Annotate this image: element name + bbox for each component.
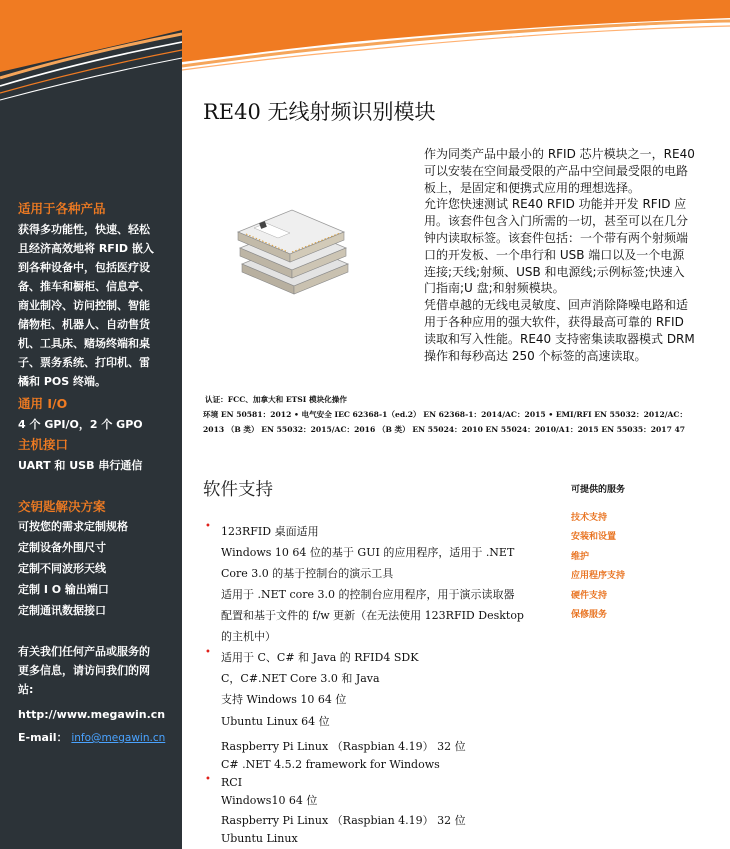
service-item-installation[interactable]: 安装和设置 <box>571 532 617 543</box>
service-item-hardware-support[interactable]: 硬件支持 <box>571 590 608 601</box>
website-text: http://www.megawin.cn <box>18 708 166 721</box>
service-item-warranty[interactable]: 保修服务 <box>571 610 608 621</box>
sidebar-io-text: 4 个 GPI/O，2 个 GPO <box>18 418 143 431</box>
certification-block <box>203 392 708 437</box>
sidebar <box>0 0 182 849</box>
orange-wave-decoration <box>182 0 730 72</box>
service-item-tech-support[interactable]: 技术支持 <box>571 513 608 523</box>
service-item-maintenance[interactable]: 维护 <box>571 551 590 562</box>
software-list <box>205 521 555 848</box>
sidebar-turnkey-list <box>18 516 164 621</box>
services-panel <box>571 483 721 625</box>
sidebar-heading: 主机接口 <box>18 437 69 452</box>
sidebar-products-text: 获得多功能性，快速、轻松 且经济高效地将 RFID 嵌入 到各种设备中，包括医疗设 备、推车和橱柜、信息亭、 商业制冷、访问控制、智能 储物柜、机器人、自动售货 机、工具床、赌场终端和桌 子、票务系统、打印机、雷 橘和 POS 终端。 <box>18 223 154 388</box>
header-banner <box>182 0 730 72</box>
email-label: E-mail： <box>18 731 68 744</box>
service-item-app-support[interactable]: 应用程序支持 <box>571 571 626 582</box>
certification-line: 2013 （B 类） EN 55032：2015/AC：2016 （B 类） EN 55024：2010 EN 55024：2010/A1：2015 EN 55035：2017 47 <box>203 425 686 434</box>
certification-line: 环境 EN 50581：2012 • 电气安全 IEC 62368-1（ed.2） EN 62368-1：2014/AC：2015 • EMI/RFI EN 55032：2012/AC： <box>203 410 688 419</box>
page-title: RE40 无线射频识别模块 <box>203 100 436 124</box>
orange-swoosh-decoration <box>0 0 182 110</box>
sidebar-section-products <box>18 200 164 391</box>
email-link[interactable]: info@megawin.cn <box>71 732 166 744</box>
rfid-module-image <box>232 198 352 308</box>
list-item: 定制 I O 输出端口 <box>18 583 109 596</box>
sidebar-section-turnkey <box>18 498 164 621</box>
bullet-icon: • <box>205 647 211 658</box>
email-row <box>18 728 164 748</box>
list-item: 可按您的需求定制规格 <box>18 520 128 533</box>
sidebar-section-io <box>18 395 164 434</box>
list-item: 定制不同波形天线 <box>18 562 106 575</box>
certification-heading: 认证：FCC、加拿大和 ETSI 模块化操作 <box>205 395 347 404</box>
bullet-icon: • <box>205 774 211 785</box>
list-item: 定制通讯数据接口 <box>18 604 106 617</box>
sidebar-contact-text: 有关我们任何产品或服务的 更多信息，请访问我们的网 站: <box>18 645 150 696</box>
sidebar-heading: 通用 I/O <box>18 396 68 411</box>
bullet-icon: • <box>205 521 211 532</box>
list-item: • 适用于 C、C# 和 Java 的 RFID4 SDK C，C#.NET Core 3.0 和 Java 支持 Windows 10 64 位 Ubuntu Linux 64 位 Raspberry Pi Linux （Raspbian 4.19） 32 位 C# .NET 4.5.2 framework for Windows <box>205 647 466 771</box>
intro-paragraph: 作为同类产品中最小的 RFID 芯片模块之一，RE40 可以安装在空间最受限的产品中空间最受限的电路 板上，是固定和便携式应用的理想选择。 允许您快速测试 RE40 RFID 功能并开发 RFID 应 用。该套件包含入门所需的一切，甚至可以在几分 钟内读取标签。该套件包括：一个带有两个射频端 口的开发板、一个串行和 USB 端口以及一个电源 连接;天线;射频、USB 和电源线;示例标签;快速入 门指南;U 盘;和射频模块。 凭借卓越的无线电灵敏度、回声消除降噪电路和适 用于各种应用的强大软件，获得最高可靠的 RFID 读取和写入性能。RE40 支持密集读取器模式 DRM 操作和每秒高达 250 个标签的高速读取。 <box>424 147 695 363</box>
services-heading: 可提供的服务 <box>571 485 626 495</box>
list-item: 定制设备外围尺寸 <box>18 541 106 554</box>
sidebar-heading: 适用于各种产品 <box>18 201 106 216</box>
list-item: • RCI Windows10 64 位 Raspberry Pi Linux （Raspbian 4.19） 32 位 Ubuntu Linux <box>205 774 466 845</box>
sidebar-host-text: UART 和 USB 串行通信 <box>18 459 143 472</box>
sidebar-contact <box>18 642 164 748</box>
sidebar-heading: 交钥匙解决方案 <box>18 499 106 514</box>
sidebar-section-host <box>18 436 164 475</box>
list-item: • 123RFID 桌面适用 Windows 10 64 位的基于 GUI 的应用程序，适用于 .NET Core 3.0 的基于控制台的演示工具 适用于 .NET core 3.0 的控制台应用程序，用于演示读取器 配置和基于文件的 f/w 更新（在无法使用 123RFID Desktop 的主机中） <box>205 521 524 643</box>
software-section-title: 软件支持 <box>203 480 273 500</box>
